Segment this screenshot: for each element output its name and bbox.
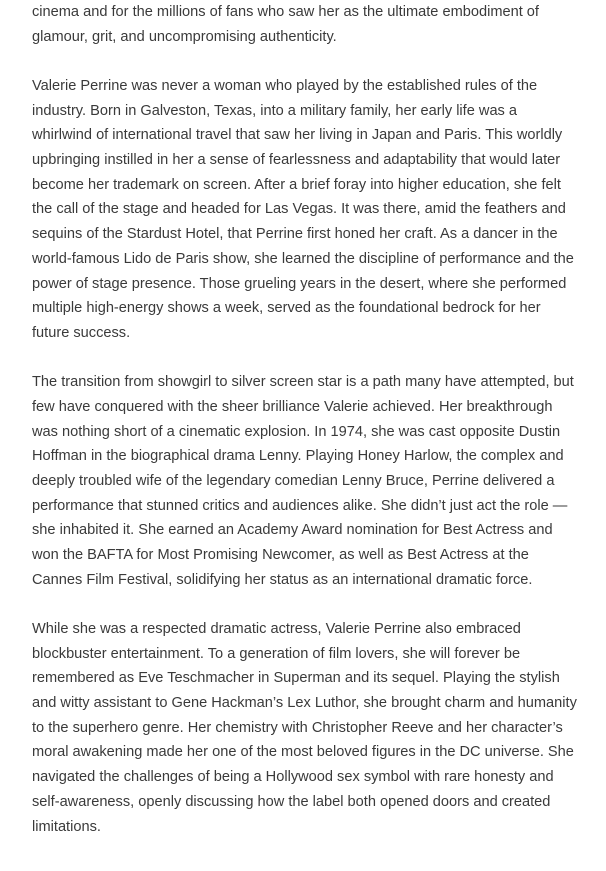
article-paragraph-intro-end: cinema and for the millions of fans who saw her as the ultimate embodiment of glamour, grit, and uncompromising authenticity. <box>32 4 539 45</box>
article-paragraph-superman: While she was a respected dramatic actress, Valerie Perrine also embraced blockbuster entertainment. To a generation of film lovers, she will forever be remembered as Eve Teschmacher in Superman and its sequel. Playing the stylish and witty assistant to Gene Hackman’s Lex Luthor, she brought charm and humanity to the superhero genre. Her chemistry with Christopher Reeve and her character’s moral awakening made her one of the most beloved figures in the DC universe. She navigated the challenges of being a Hollywood sex symbol with rare honesty and self-awareness, openly discussing how the label both opened doors and created limitations. <box>32 620 577 835</box>
article-paragraph-breakthrough: The transition from showgirl to silver screen star is a path many have attempted, but few have conquered with the sheer brilliance Valerie achieved. Her breakthrough was nothing short of a cinematic explosion. In 1974, she was cast opposite Dustin Hoffman in the biographical drama Lenny. Playing Honey Harlow, the complex and deeply troubled wife of the legendary comedian Lenny Bruce, Perrine delivered a performance that stunned critics and audiences alike. She didn’t just act the role — she inhabited it. She earned an Academy Award nomination for Best Actress and won the BAFTA for Most Promising Newcomer, as well as Best Actress at the Cannes Film Festival, solidifying her status as an international dramatic force. <box>32 374 574 588</box>
article-body <box>32 0 577 864</box>
article-paragraph-early-life: Valerie Perrine was never a woman who played by the established rules of the industry. Born in Galveston, Texas, into a military family, her early life was a whirlwind of international travel that saw her living in Japan and Paris. This worldly upbringing instilled in her a sense of fearlessness and adaptability that would later become her trademark on screen. After a brief foray into higher education, she felt the call of the stage and headed for Las Vegas. It was there, amid the feathers and sequins of the Stardust Hotel, that Perrine first honed her craft. As a dancer in the world-famous Lido de Paris show, she learned the discipline of performance and the power of stage presence. Those grueling years in the desert, where she performed multiple high-energy shows a week, served as the foundational bedrock for her future success. <box>32 77 574 341</box>
